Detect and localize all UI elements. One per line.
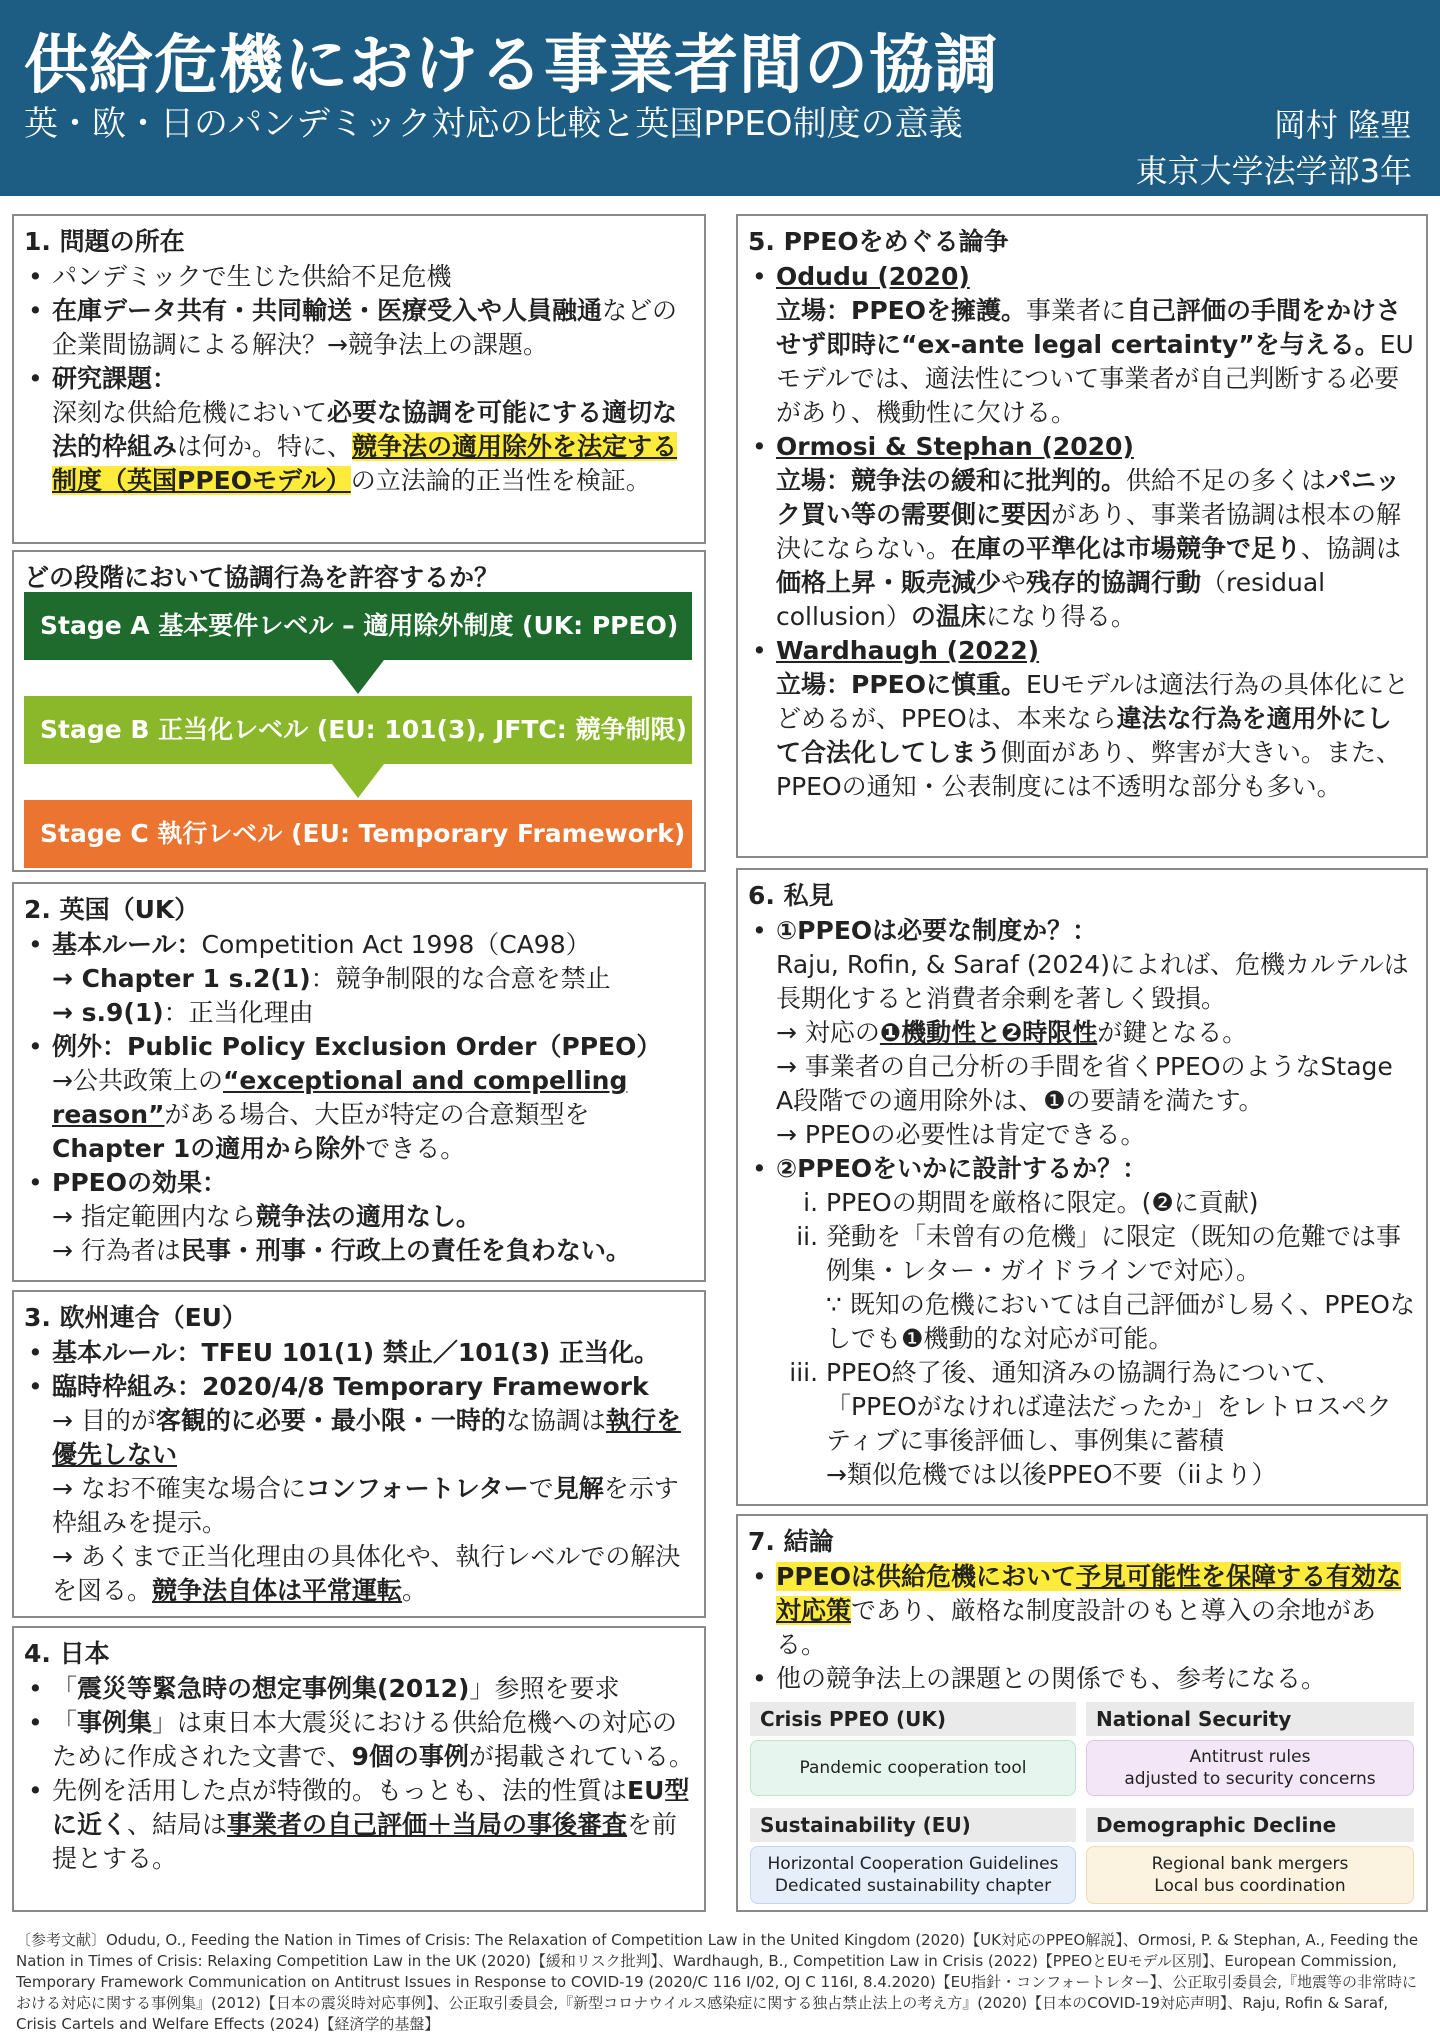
section-opinion	[736, 868, 1428, 1506]
bullet: • ①PPEOは必要な制度か？： Raju, Rofin, & Saraf (2024)によれば、危機カルテルは長期化すると消費者余剰を著しく毀損。 → 対応の❶機動性と❷時限性が鍵となる。 → 事業者の自己分析の手間を省くPPEOのようなStage A段階での適用除外は、❶の要請を満たす。 → PPEOの必要性は肯定できる。	[776, 914, 1416, 1152]
section-heading: 1. 問題の所在	[24, 227, 185, 256]
bullet: • パンデミックで生じた供給不足危機	[52, 260, 694, 294]
bullet: • 基本ルール：TFEU 101(1) 禁止／101(3) 正当化。	[52, 1336, 694, 1370]
author-name: 岡村 隆聖	[1273, 106, 1412, 144]
stages-question: どの段階において協調行為を許容するか？	[24, 563, 500, 592]
poster-subtitle: 英・欧・日のパンデミック対応の比較と英国PPEO制度の意義	[24, 104, 963, 144]
bullet: • 在庫データ共有・共同輸送・医療受入や人員融通などの企業間協調による解決？→競争法上の課題。	[52, 294, 694, 362]
bullet: • 他の競争法上の課題との関係でも、参考になる。	[776, 1662, 1416, 1696]
section-heading: 3. 欧州連合（EU）	[24, 1303, 247, 1332]
bullet: • PPEOは供給危機において予見可能性を保障する有効な対応策であり、厳格な制度設計のもと導入の余地がある。	[776, 1560, 1416, 1662]
section-debate	[736, 214, 1428, 858]
bullet: • 「震災等緊急時の想定事例集(2012)」参照を要求	[52, 1672, 694, 1706]
section-japan	[12, 1626, 706, 1912]
bullet: • ②PPEOをいかに設計するか？： i. PPEOの期間を厳格に限定。(❷に貢献) ii. 発動を「未曾有の危機」に限定（既知の危難では事例集・レター・ガイドラインで対応）。 ∵ 既知の危機においては自己評価がし易く、PPEOなしでも❶機動的な対応が可能。 iii. PPEO終了後、通知済みの協調行為について、「PPEOがなければ違法だったか」をレトロスペクティブに事後評価し、事例集に蓄積 →類似危機では以後PPEO不要（iiより）	[776, 1152, 1416, 1492]
poster-header	[0, 0, 1440, 196]
proposal-item: i. PPEOの期間を厳格に限定。(❷に貢献)	[826, 1186, 1416, 1220]
grid-cell-title: Crisis PPEO (UK)	[750, 1702, 1076, 1736]
bullet: • Wardhaugh (2022) 立場：PPEOに慎重。EUモデルは適法行為の具体化にとどめるが、PPEOは、本来なら違法な行為を適用外にして合法化してしまう側面があり、弊害が大きい。また、PPEOの通知・公表制度には不透明な部分も多い。	[776, 634, 1416, 804]
proposal-item: iii. PPEO終了後、通知済みの協調行為について、「PPEOがなければ違法だったか」をレトロスペクティブに事後評価し、事例集に蓄積 →類似危機では以後PPEO不要（iiより）	[826, 1356, 1416, 1492]
bullet: • 「事例集」は東日本大震災における供給危機への対応のために作成された文書で、9個の事例が掲載されている。	[52, 1706, 694, 1774]
grid-cell-body: Pandemic cooperation tool	[750, 1740, 1076, 1796]
grid-cell-title: National Security	[1086, 1702, 1414, 1736]
section-uk	[12, 882, 706, 1282]
bullet: • 基本ルール：Competition Act 1998（CA98） → Chapter 1 s.2(1)：競争制限的な合意を禁止 → s.9(1)：正当化理由	[52, 928, 694, 1030]
section-eu	[12, 1290, 706, 1618]
grid-cell-title: Sustainability (EU)	[750, 1808, 1076, 1842]
stage-c-bar: Stage C 執行レベル (EU: Temporary Framework)	[24, 800, 692, 868]
proposal-item: ii. 発動を「未曾有の危機」に限定（既知の危難では事例集・レター・ガイドラインで対応）。 ∵ 既知の危機においては自己評価がし易く、PPEOなしでも❶機動的な対応が可能。	[826, 1220, 1416, 1356]
bullet: • 研究課題： 深刻な供給危機において必要な協調を可能にする適切な法的枠組みは何か。特に、競争法の適用除外を法定する制度（英国PPEOモデル）の立法論的正当性を検証。	[52, 362, 694, 498]
grid-cell-body: Regional bank mergers Local bus coordination	[1086, 1846, 1414, 1904]
arrow-down-icon	[332, 660, 384, 694]
section-heading: 7. 結論	[748, 1527, 834, 1556]
section-heading: 2. 英国（UK）	[24, 895, 200, 924]
grid-cell-body: Horizontal Cooperation Guidelines Dedicated sustainability chapter	[750, 1846, 1076, 1904]
section-problem	[12, 214, 706, 544]
section-heading: 4. 日本	[24, 1639, 110, 1668]
arrow-down-icon	[332, 764, 384, 798]
grid-cell-body: Antitrust rules adjusted to security concerns	[1086, 1740, 1414, 1796]
bullet: • PPEOの効果： → 指定範囲内なら競争法の適用なし。 → 行為者は民事・刑事・行政上の責任を負わない。	[52, 1166, 694, 1268]
stage-b-bar: Stage B 正当化レベル (EU: 101(3), JFTC: 競争制限)	[24, 696, 692, 764]
stage-a-bar: Stage A 基本要件レベル – 適用除外制度 (UK: PPEO)	[24, 592, 692, 660]
grid-cell-title: Demographic Decline	[1086, 1808, 1414, 1842]
section-heading: 6. 私見	[748, 881, 834, 910]
bullet: • Odudu (2020) 立場：PPEOを擁護。事業者に自己評価の手間をかけさせず即時に“ex-ante legal certainty”を与える。EUモデルでは、適法性について事業者が自己判断する必要があり、機動性に欠ける。	[776, 260, 1416, 430]
author-affiliation: 東京大学法学部3年	[1135, 152, 1412, 190]
bullet: • 先例を活用した点が特徴的。もっとも、法的性質はEU型に近く、結局は事業者の自己評価＋当局の事後審査を前提とする。	[52, 1774, 694, 1876]
poster-title: 供給危機における事業者間の協調	[24, 29, 999, 103]
bullet: • 臨時枠組み：2020/4/8 Temporary Framework → 目的が客観的に必要・最小限・一時的な協調は執行を優先しない → なお不確実な場合にコンフォートレターで見解を示す枠組みを提示。 → あくまで正当化理由の具体化や、執行レベルでの解決を図る。競争法自体は平常運転。	[52, 1370, 694, 1608]
bullet: • Ormosi & Stephan (2020) 立場：競争法の緩和に批判的。供給不足の多くはパニック買い等の需要側に要因があり、事業者協調は根本の解決にならない。在庫の平準化は市場競争で足り、協調は価格上昇・販売減少や残存的協調行動（residual collusion）の温床になり得る。	[776, 430, 1416, 634]
section-heading: 5. PPEOをめぐる論争	[748, 227, 1009, 256]
bullet: • 例外：Public Policy Exclusion Order（PPEO） →公共政策上の“exceptional and compelling reason”がある場合、大臣が特定の合意類型をChapter 1の適用から除外できる。	[52, 1030, 694, 1166]
references: 〔参考文献〕Odudu, O., Feeding the Nation in Times of Crisis: The Relaxation of Competition Law in the United Kingdom (2020)【UK対応のPPEO解説】、Ormosi, P. & Stephan, A., Feeding the Nation in Times of Crisis: Relaxing Competition Law in the UK (2020)【緩和リスク批判】、Wardhaugh, B., Competition Law in Crisis (2022)【PPEOとEUモデル区別】、European Commission, Temporary Framework Communication on Antitrust Issues in Response to COVID-19 (2020/C 116 I/02, OJ C 116I, 8.4.2020)【EU指針・コンフォートレター】、公正取引委員会,『地震等の非常時における対応に関する事例集』(2012)【日本の震災時対応事例】、公正取引委員会,『新型コロナウイルス感染症に関する独占禁止法上の考え方』(2020)【日本のCOVID-19対応声明】、Raju, Rofin & Saraf, Crisis Cartels and Welfare Effects (2024)【経済学的基盤】	[16, 1931, 1419, 2033]
